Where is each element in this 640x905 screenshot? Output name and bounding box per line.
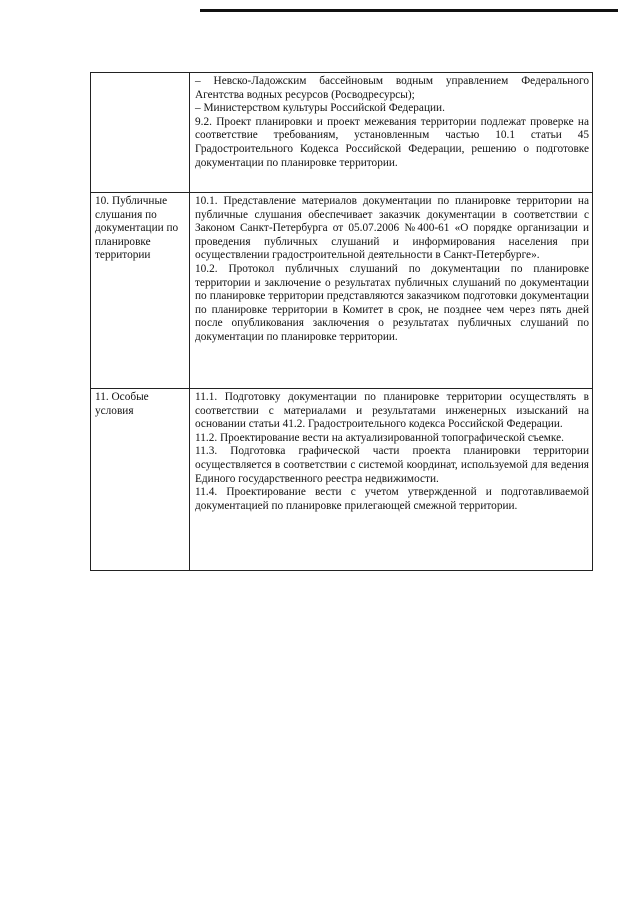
- row-content-cell: [190, 73, 593, 193]
- row-label-cell: 11. Особые условия: [91, 389, 190, 571]
- paragraph: 10.2. Протокол публичных слушаний по документации по планировке территории и заключение о результатах публичных слушаний по документации по планировке территории представляются заказчиком подготовки документации по планировке территории в Комитет в срок, не позднее чем через пять дней после опубликования заключения о результатах публичных слушаний по документации по планировке территории.: [195, 262, 589, 343]
- paragraph: 11.1. Подготовку документации по планировке территории осуществлять в соответствии с материалами и результатами инженерных изысканий на основании статьи 41.2. Градостроительного кодекса Российской Федерации.: [195, 391, 589, 431]
- paragraph: 11.4. Проектирование вести с учетом утвержденной и подготавливаемой документацией по планировке прилегающей смежной территории.: [195, 486, 589, 512]
- row-content-cell: [190, 389, 593, 571]
- table-row: [91, 389, 593, 571]
- row-content-cell: [190, 193, 593, 389]
- paragraph: 10.1. Представление материалов документации по планировке территории на публичные слушания обеспечивает заказчик документации в соответствии с Законом Санкт-Петербурга от 05.07.2006 №400-61 «О порядке организации и проведения публичных слушаний и информирования населения при осуществлении градостроительной деятельности в Санкт-Петербурге».: [195, 195, 589, 262]
- table-row: [91, 193, 593, 389]
- row-label-cell: [91, 73, 190, 193]
- paragraph: 11.2. Проектирование вести на актуализированной топографической съемке.: [195, 431, 564, 444]
- paragraph: 11.3. Подготовка графической части проекта планировки территории осуществляется в соответствии с системой координат, используемой для ведения Единого государственного реестра недвижимости.: [195, 445, 589, 485]
- row-label-cell: 10. Публичные слушания по документации по планировке территории: [91, 193, 190, 389]
- header-rule: [200, 9, 618, 12]
- requirements-table: [90, 72, 593, 571]
- table-row: [91, 73, 593, 193]
- paragraph: 9.2. Проект планировки и проект межевания территории подлежат проверке на соответствие требованиям, установленным частью 10.1 статьи 45 Градостроительного Кодекса Российской Федерации, решению о подготовке документации по планировке территории.: [195, 115, 589, 169]
- paragraph: – Министерством культуры Российской Федерации.: [195, 102, 589, 116]
- paragraph: – Невско-Ладожским бассейновым водным управлением Федерального Агентства водных ресурсов (Росводресурсы);: [195, 75, 589, 102]
